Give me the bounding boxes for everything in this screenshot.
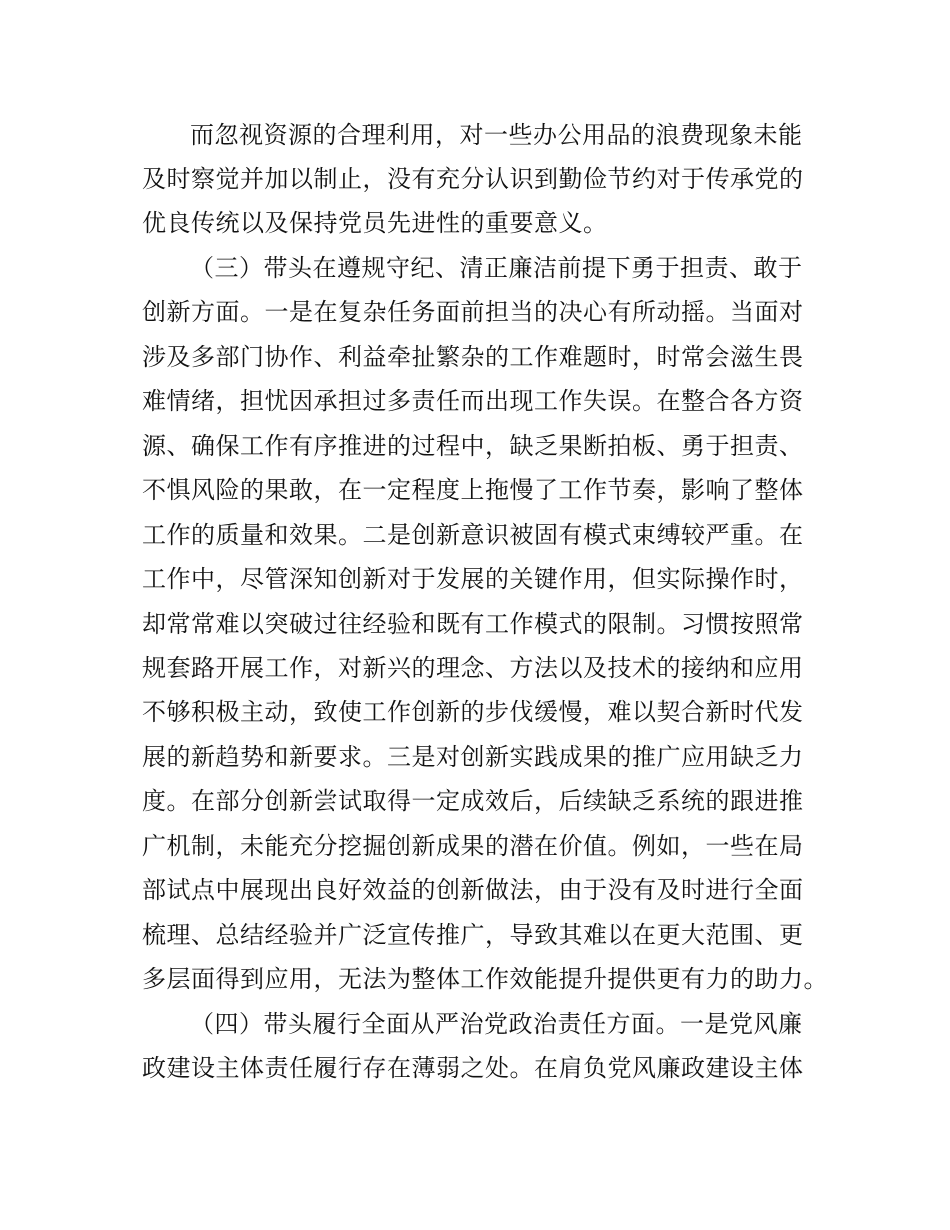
text-line: 展的新趋势和新要求。三是对创新实践成果的推广应用缺乏力 (142, 743, 804, 771)
text-line: 优良传统以及保持党员先进性的重要意义。 (142, 209, 608, 237)
text-line: 规套路开展工作，对新兴的理念、方法以及技术的接纳和应用 (142, 654, 804, 682)
text-line: （三）带头在遵规守纪、清正廉洁前提下勇于担责、敢于 (190, 254, 803, 282)
text-line: 却常常难以突破过往经验和既有工作模式的限制。习惯按照常 (142, 610, 804, 638)
text-line: 度。在部分创新尝试取得一定成效后，后续缺乏系统的跟进推 (142, 787, 804, 815)
text-line: 及时察觉并加以制止，没有充分认识到勤俭节约对于传承党的 (142, 165, 804, 193)
text-line: （四）带头履行全面从严治党政治责任方面。一是党风廉 (190, 1010, 803, 1038)
text-line: 创新方面。一是在复杂任务面前担当的决心有所动摇。当面对 (142, 298, 804, 326)
text-line: 涉及多部门协作、利益牵扯繁杂的工作难题时，时常会滋生畏 (142, 343, 804, 371)
text-line: 梳理、总结经验并广泛宣传推广，导致其难以在更大范围、更 (142, 921, 804, 949)
text-line: 多层面得到应用，无法为整体工作效能提升提供更有力的助力。 (142, 965, 828, 993)
text-line: 工作的质量和效果。二是创新意识被固有模式束缚较严重。在 (142, 521, 804, 549)
text-line: 政建设主体责任履行存在薄弱之处。在肩负党风廉政建设主体 (142, 1054, 804, 1082)
text-line: 部试点中展现出良好效益的创新做法，由于没有及时进行全面 (142, 876, 804, 904)
text-line: 不惧风险的果敢，在一定程度上拖慢了工作节奏，影响了整体 (142, 476, 804, 504)
text-line: 广机制，未能充分挖掘创新成果的潜在价值。例如，一些在局 (142, 832, 804, 860)
text-line: 难情绪，担忧因承担过多责任而出现工作失误。在整合各方资 (142, 387, 804, 415)
text-line: 不够积极主动，致使工作创新的步伐缓慢，难以契合新时代发 (142, 698, 804, 726)
text-line: 工作中，尽管深知创新对于发展的关键作用，但实际操作时， (142, 565, 804, 593)
text-line: 源、确保工作有序推进的过程中，缺乏果断拍板、勇于担责、 (142, 432, 804, 460)
text-line: 而忽视资源的合理利用，对一些办公用品的浪费现象未能 (190, 121, 803, 149)
